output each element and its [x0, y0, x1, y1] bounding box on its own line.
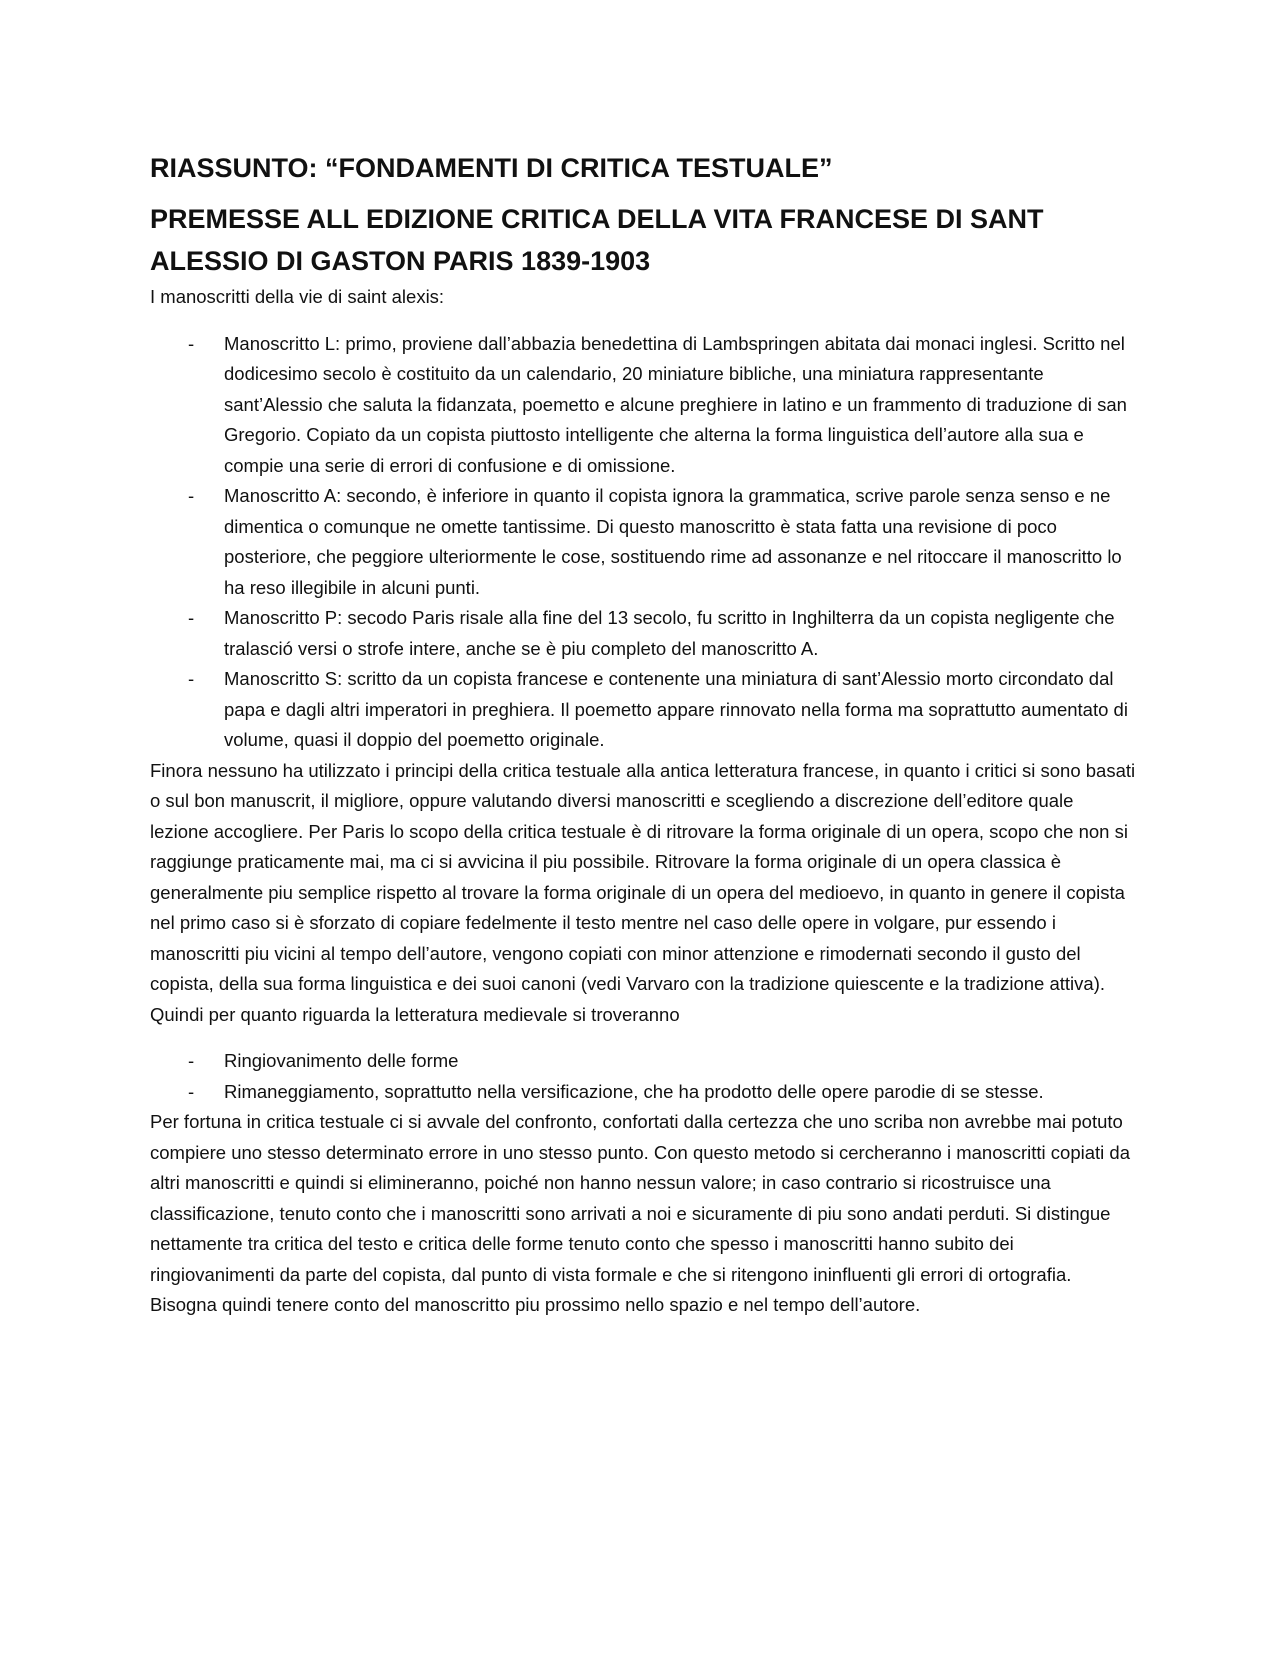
dash-bullet: - — [188, 607, 195, 628]
document-page — [150, 150, 1136, 1321]
list-item — [150, 481, 1136, 603]
dash-bullet: - — [188, 1050, 195, 1071]
form-ringiovanimento-text: Ringiovanimento delle forme — [224, 1050, 459, 1071]
dash-bullet: - — [188, 668, 195, 689]
dash-bullet: - — [188, 332, 195, 354]
paragraph-confronto: Per fortuna in critica testuale ci si avvale del confronto, confortati dalla certezza che uno scriba non avrebbe mai potuto compiere uno stesso determinato errore in uno stesso punto. Con questo metodo si cercheranno i manoscritti copiati da altri manoscritti e quindi si elimineranno, poiché non hanno nessun valore; in caso contrario si ricostruisce una classificazione, tenuto conto che i manoscritti sono arrivati a noi e sicuramente di piu sono andati perduti. Si distingue nettamente tra critica del testo e critica delle forme tenuto conto che spesso i manoscritti hanno subito dei ringiovanimenti da parte del copista, dal punto di vista formale e che si ritengono ininfluenti gli errori di ortografia. Bisogna quindi tenere conto del manoscritto piu prossimo nello spazio e nel tempo dell’autore. — [150, 1111, 1131, 1315]
manuscript-l-text: Manoscritto L: primo, proviene dall’abbazia benedettina di Lambspringen abitata dai monaci inglesi. Scritto nel dodicesimo secolo è costituito da un calendario, 20 miniature bibliche, una miniatura rappresentante sant’Alessio che saluta la fidanzata, poemetto e alcune preghiere in latino e un frammento di traduzione di san Gregorio. Copiato da un copista piuttosto intelligente che alterna la forma linguistica dell’autore alla sua e compie una serie di errori di confusione e di omissione. — [224, 332, 1127, 476]
list-item — [150, 1077, 1136, 1108]
dash-bullet: - — [188, 485, 195, 506]
manuscript-a-text: Manoscritto A: secondo, è inferiore in quanto il copista ignora la grammatica, scrive parole senza senso e ne dimentica o comunque ne omette tantissime. Di questo manoscritto è stata fatta una revisione di poco posteriore, che peggiore ulteriormente le cose, sostituendo rime ad assonanze e nel ritoccare il manoscritto lo ha reso illegibile in alcuni punti. — [224, 485, 1122, 598]
manuscripts-list — [150, 329, 1136, 756]
document-subtitle: PREMESSE ALL EDIZIONE CRITICA DELLA VITA FRANCESE DI SANT ALESSIO DI GASTON PARIS 1839-1903 — [150, 204, 1044, 276]
list-item — [150, 1046, 1136, 1077]
list-item — [150, 329, 1136, 482]
manuscript-p-text: Manoscritto P: secodo Paris risale alla fine del 13 secolo, fu scritto in Inghilterra da un copista negligente che tralasció versi o strofe intere, anche se è piu completo del manoscritto A. — [224, 607, 1115, 659]
list-item — [150, 664, 1136, 756]
forms-list — [150, 1046, 1136, 1107]
paragraph-critica-testuale: Finora nessuno ha utilizzato i principi della critica testuale alla antica letteratura francese, in quanto i critici si sono basati o sul bon manuscrit, il migliore, oppure valutando diversi manoscritti e scegliendo a discrezione dell’editore quale lezione accogliere. Per Paris lo scopo della critica testuale è di ritrovare la forma originale di un opera, scopo che non si raggiunge praticamente mai, ma ci si avvicina il piu possibile. Ritrovare la forma originale di un opera classica è generalmente piu semplice rispetto al trovare la forma originale di un opera del medioevo, in quanto in genere il copista nel primo caso si è sforzato di copiare fedelmente il testo mentre nel caso delle opere in volgare, pur essendo i manoscritti piu vicini al tempo dell’autore, vengono copiati con minor attenzione e rimodernati secondo il gusto del copista, della sua forma linguistica e dei suoi canoni (vedi Varvaro con la tradizione quiescente e la tradizione attiva). Quindi per quanto riguarda la letteratura medievale si troveranno — [150, 759, 1136, 1025]
document-title: RIASSUNTO: “FONDAMENTI DI CRITICA TESTUALE” — [150, 153, 833, 183]
form-rimaneggiamento-text: Rimaneggiamento, soprattutto nella versificazione, che ha prodotto delle opere parodie di se stesse. — [224, 1080, 1044, 1102]
intro-text: I manoscritti della vie di saint alexis: — [150, 286, 445, 307]
manuscript-s-text: Manoscritto S: scritto da un copista francese e contenente una miniatura di sant’Alessio morto circondato dal papa e dagli altri imperatori in preghiera. Il poemetto appare rinnovato nella forma ma soprattutto aumentato di volume, quasi il doppio del poemetto originale. — [224, 668, 1128, 750]
list-item — [150, 603, 1136, 664]
dash-bullet: - — [188, 1080, 195, 1102]
